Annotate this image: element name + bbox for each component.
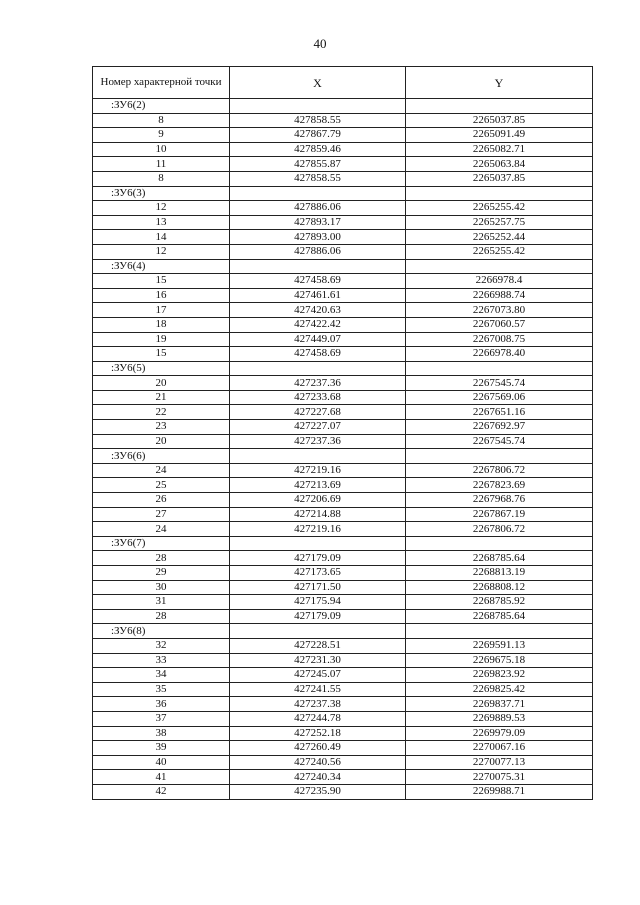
- table-row: [93, 478, 593, 493]
- x-cell: 427858.55: [230, 113, 406, 128]
- table-row: [93, 784, 593, 799]
- x-cell: 427422.42: [230, 317, 406, 332]
- x-cell: 427237.38: [230, 697, 406, 712]
- x-cell: 427252.18: [230, 726, 406, 741]
- table-row: [93, 711, 593, 726]
- x-cell: 427260.49: [230, 741, 406, 756]
- x-cell: 427858.55: [230, 171, 406, 186]
- y-cell: 2267968.76: [406, 493, 593, 508]
- y-cell: 2268785.64: [406, 609, 593, 624]
- empty-cell: [406, 99, 593, 114]
- section-row: [93, 536, 593, 551]
- point-number-cell: 28: [93, 609, 230, 624]
- x-cell: 427228.51: [230, 638, 406, 653]
- empty-cell: [406, 186, 593, 201]
- empty-cell: [230, 624, 406, 639]
- table-row: [93, 288, 593, 303]
- x-cell: 427179.09: [230, 609, 406, 624]
- point-number-cell: 39: [93, 741, 230, 756]
- table-row: [93, 682, 593, 697]
- y-cell: 2265252.44: [406, 230, 593, 245]
- y-cell: 2267545.74: [406, 376, 593, 391]
- x-cell: 427241.55: [230, 682, 406, 697]
- y-cell: 2265037.85: [406, 171, 593, 186]
- section-label: :ЗУ6(6): [93, 449, 230, 464]
- table-row: [93, 420, 593, 435]
- table-row: [93, 274, 593, 289]
- y-cell: 2266978.4: [406, 274, 593, 289]
- y-cell: 2268785.92: [406, 595, 593, 610]
- table-row: [93, 653, 593, 668]
- page-number: 40: [313, 36, 327, 51]
- table-row: [93, 434, 593, 449]
- x-cell: 427235.90: [230, 784, 406, 799]
- section-row: [93, 624, 593, 639]
- x-cell: 427420.63: [230, 303, 406, 318]
- point-number-cell: 28: [93, 551, 230, 566]
- point-number-cell: 16: [93, 288, 230, 303]
- section-label: :ЗУ6(4): [93, 259, 230, 274]
- table-row: [93, 507, 593, 522]
- table-body: [93, 99, 593, 800]
- x-cell: 427173.65: [230, 566, 406, 581]
- y-cell: 2267867.19: [406, 507, 593, 522]
- y-cell: 2268813.19: [406, 566, 593, 581]
- table-row: [93, 215, 593, 230]
- point-number-cell: 38: [93, 726, 230, 741]
- y-cell: 2269591.13: [406, 638, 593, 653]
- y-cell: 2269889.53: [406, 711, 593, 726]
- table-row: [93, 347, 593, 362]
- point-number-cell: 41: [93, 770, 230, 785]
- x-cell: 427219.16: [230, 463, 406, 478]
- x-cell: 427171.50: [230, 580, 406, 595]
- empty-cell: [230, 449, 406, 464]
- y-cell: 2269675.18: [406, 653, 593, 668]
- y-cell: 2268808.12: [406, 580, 593, 595]
- point-number-cell: 11: [93, 157, 230, 172]
- point-number-cell: 30: [93, 580, 230, 595]
- table-row: [93, 580, 593, 595]
- header-point-number: Номер характерной точки: [93, 67, 230, 99]
- x-cell: 427214.88: [230, 507, 406, 522]
- empty-cell: [230, 259, 406, 274]
- y-cell: 2269988.71: [406, 784, 593, 799]
- empty-cell: [406, 536, 593, 551]
- table-row: [93, 390, 593, 405]
- x-cell: 427175.94: [230, 595, 406, 610]
- point-number-cell: 32: [93, 638, 230, 653]
- y-cell: 2265037.85: [406, 113, 593, 128]
- y-cell: 2267569.06: [406, 390, 593, 405]
- y-cell: 2268785.64: [406, 551, 593, 566]
- y-cell: 2270075.31: [406, 770, 593, 785]
- x-cell: 427886.06: [230, 201, 406, 216]
- x-cell: 427244.78: [230, 711, 406, 726]
- x-cell: 427179.09: [230, 551, 406, 566]
- x-cell: 427237.36: [230, 434, 406, 449]
- point-number-cell: 27: [93, 507, 230, 522]
- table-row: [93, 317, 593, 332]
- x-cell: 427867.79: [230, 128, 406, 143]
- x-cell: 427240.34: [230, 770, 406, 785]
- y-cell: 2266988.74: [406, 288, 593, 303]
- y-cell: 2269823.92: [406, 668, 593, 683]
- empty-cell: [230, 536, 406, 551]
- table-row: [93, 566, 593, 581]
- section-label: :ЗУ6(2): [93, 99, 230, 114]
- point-number-cell: 40: [93, 755, 230, 770]
- table-row: [93, 157, 593, 172]
- empty-cell: [406, 449, 593, 464]
- table-row: [93, 741, 593, 756]
- x-cell: 427458.69: [230, 347, 406, 362]
- point-number-cell: 23: [93, 420, 230, 435]
- x-cell: 427233.68: [230, 390, 406, 405]
- point-number-cell: 18: [93, 317, 230, 332]
- point-number-cell: 34: [93, 668, 230, 683]
- table-row: [93, 128, 593, 143]
- point-number-cell: 8: [93, 113, 230, 128]
- x-cell: 427240.56: [230, 755, 406, 770]
- header-y: Y: [406, 67, 593, 99]
- x-cell: 427231.30: [230, 653, 406, 668]
- x-cell: 427461.61: [230, 288, 406, 303]
- empty-cell: [406, 624, 593, 639]
- table-row: [93, 376, 593, 391]
- table-row: [93, 113, 593, 128]
- x-cell: 427213.69: [230, 478, 406, 493]
- y-cell: 2265257.75: [406, 215, 593, 230]
- table-row: [93, 493, 593, 508]
- section-label: :ЗУ6(7): [93, 536, 230, 551]
- point-number-cell: 24: [93, 463, 230, 478]
- table-row: [93, 551, 593, 566]
- table-row: [93, 171, 593, 186]
- y-cell: 2267545.74: [406, 434, 593, 449]
- section-row: [93, 186, 593, 201]
- y-cell: 2269837.71: [406, 697, 593, 712]
- point-number-cell: 13: [93, 215, 230, 230]
- point-number-cell: 35: [93, 682, 230, 697]
- section-row: [93, 259, 593, 274]
- x-cell: 427219.16: [230, 522, 406, 537]
- section-label: :ЗУ6(3): [93, 186, 230, 201]
- point-number-cell: 31: [93, 595, 230, 610]
- x-cell: 427855.87: [230, 157, 406, 172]
- x-cell: 427458.69: [230, 274, 406, 289]
- x-cell: 427245.07: [230, 668, 406, 683]
- table-row: [93, 638, 593, 653]
- x-cell: 427893.17: [230, 215, 406, 230]
- table-row: [93, 595, 593, 610]
- header-x: X: [230, 67, 406, 99]
- empty-cell: [230, 99, 406, 114]
- table-row: [93, 522, 593, 537]
- y-cell: 2267073.80: [406, 303, 593, 318]
- empty-cell: [406, 259, 593, 274]
- table-row: [93, 668, 593, 683]
- point-number-cell: 15: [93, 274, 230, 289]
- y-cell: 2270067.16: [406, 741, 593, 756]
- table-header-row: [93, 67, 593, 99]
- point-number-cell: 42: [93, 784, 230, 799]
- table-row: [93, 303, 593, 318]
- point-number-cell: 20: [93, 434, 230, 449]
- section-row: [93, 361, 593, 376]
- coordinates-table: [92, 66, 593, 800]
- x-cell: 427227.07: [230, 420, 406, 435]
- point-number-cell: 22: [93, 405, 230, 420]
- table-row: [93, 755, 593, 770]
- empty-cell: [230, 361, 406, 376]
- point-number-cell: 21: [93, 390, 230, 405]
- y-cell: 2267806.72: [406, 522, 593, 537]
- point-number-cell: 15: [93, 347, 230, 362]
- point-number-cell: 37: [93, 711, 230, 726]
- table-row: [93, 230, 593, 245]
- point-number-cell: 25: [93, 478, 230, 493]
- y-cell: 2267008.75: [406, 332, 593, 347]
- point-number-cell: 19: [93, 332, 230, 347]
- point-number-cell: 9: [93, 128, 230, 143]
- x-cell: 427237.36: [230, 376, 406, 391]
- section-label: :ЗУ6(5): [93, 361, 230, 376]
- point-number-cell: 26: [93, 493, 230, 508]
- y-cell: 2265063.84: [406, 157, 593, 172]
- y-cell: 2267823.69: [406, 478, 593, 493]
- x-cell: 427449.07: [230, 332, 406, 347]
- table-row: [93, 609, 593, 624]
- table-row: [93, 244, 593, 259]
- y-cell: 2270077.13: [406, 755, 593, 770]
- table-row: [93, 142, 593, 157]
- y-cell: 2265255.42: [406, 244, 593, 259]
- x-cell: 427206.69: [230, 493, 406, 508]
- y-cell: 2265091.49: [406, 128, 593, 143]
- point-number-cell: 14: [93, 230, 230, 245]
- x-cell: 427227.68: [230, 405, 406, 420]
- point-number-cell: 12: [93, 201, 230, 216]
- point-number-cell: 29: [93, 566, 230, 581]
- y-cell: 2265255.42: [406, 201, 593, 216]
- section-label: :ЗУ6(8): [93, 624, 230, 639]
- table-row: [93, 201, 593, 216]
- empty-cell: [406, 361, 593, 376]
- y-cell: 2269825.42: [406, 682, 593, 697]
- point-number-cell: 20: [93, 376, 230, 391]
- point-number-cell: 36: [93, 697, 230, 712]
- table-row: [93, 726, 593, 741]
- table-row: [93, 332, 593, 347]
- y-cell: 2267060.57: [406, 317, 593, 332]
- x-cell: 427886.06: [230, 244, 406, 259]
- y-cell: 2267692.97: [406, 420, 593, 435]
- x-cell: 427893.00: [230, 230, 406, 245]
- section-row: [93, 449, 593, 464]
- x-cell: 427859.46: [230, 142, 406, 157]
- y-cell: 2267651.16: [406, 405, 593, 420]
- point-number-cell: 24: [93, 522, 230, 537]
- section-row: [93, 99, 593, 114]
- y-cell: 2269979.09: [406, 726, 593, 741]
- empty-cell: [230, 186, 406, 201]
- table-row: [93, 770, 593, 785]
- point-number-cell: 8: [93, 171, 230, 186]
- table-row: [93, 463, 593, 478]
- y-cell: 2265082.71: [406, 142, 593, 157]
- point-number-cell: 12: [93, 244, 230, 259]
- point-number-cell: 10: [93, 142, 230, 157]
- y-cell: 2267806.72: [406, 463, 593, 478]
- point-number-cell: 33: [93, 653, 230, 668]
- table-row: [93, 405, 593, 420]
- table-row: [93, 697, 593, 712]
- y-cell: 2266978.40: [406, 347, 593, 362]
- point-number-cell: 17: [93, 303, 230, 318]
